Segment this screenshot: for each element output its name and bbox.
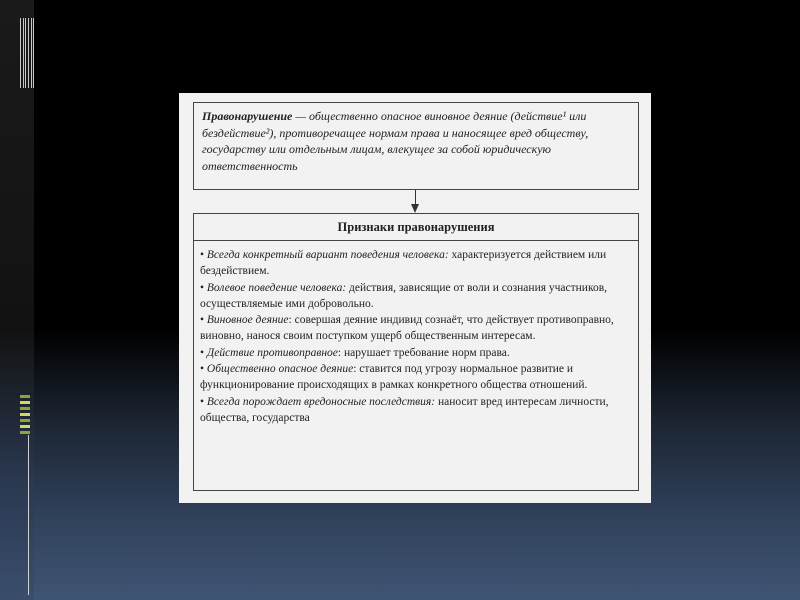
- decorative-top-stripes: [20, 18, 34, 88]
- signs-box: [193, 213, 639, 491]
- bullet: •: [200, 281, 207, 294]
- sign-description: : совершая деяние индивид сознаёт, что действует противоправно, виновно, нанося своим поступком ущерб общественным интересам.: [200, 314, 614, 343]
- bullet: •: [200, 395, 207, 408]
- list-item: [200, 312, 632, 345]
- list-item: [200, 247, 632, 280]
- sign-name: Всегда порождает вредоносные последствия:: [206, 395, 436, 408]
- signs-list: [194, 241, 638, 426]
- definition-text: — общественно опасное виновное деяние (действие¹ или бездействие²), противоречащее нормам права и наносящее вред обществу, государству или отдельным лицам, влекущее за собой юридическую ответственность: [202, 109, 589, 173]
- sign-description: : нарушает требование норм права.: [337, 346, 510, 359]
- definition-box: [193, 102, 639, 190]
- signs-title: Признаки правонарушения: [194, 214, 638, 241]
- bullet: •: [200, 249, 207, 261]
- sign-name: Действие противоправное: [206, 346, 338, 359]
- list-item: [200, 280, 632, 313]
- sign-description: характеризуется действием или бездействием.: [200, 249, 607, 278]
- sign-name: Всегда конкретный вариант поведения человека:: [206, 249, 449, 261]
- list-item: [200, 361, 632, 394]
- list-item: [200, 345, 632, 361]
- sign-description: : ставится под угрозу нормальное развитие и функционирование происходящих в рамках конкретного общества отношений.: [200, 363, 588, 392]
- decorative-color-stripes: [20, 395, 30, 437]
- bullet: •: [200, 346, 207, 359]
- decorative-vertical-line: [28, 435, 29, 595]
- slide-content-image: [179, 93, 651, 503]
- sign-description: действия, зависящие от воли и сознания участников, осуществляемые ими добровольно.: [200, 281, 608, 310]
- sign-name: Волевое поведение человека:: [206, 281, 347, 294]
- sign-name: Общественно опасное деяние: [206, 363, 354, 376]
- definition-term: Правонарушение: [202, 109, 293, 123]
- list-item: [200, 394, 632, 427]
- arrow-down-icon: [411, 204, 419, 213]
- bullet: •: [200, 363, 207, 376]
- sign-name: Виновное деяние: [206, 314, 289, 327]
- sign-description: наносит вред интересам личности, общества, государства: [200, 395, 609, 424]
- bullet: •: [200, 314, 207, 327]
